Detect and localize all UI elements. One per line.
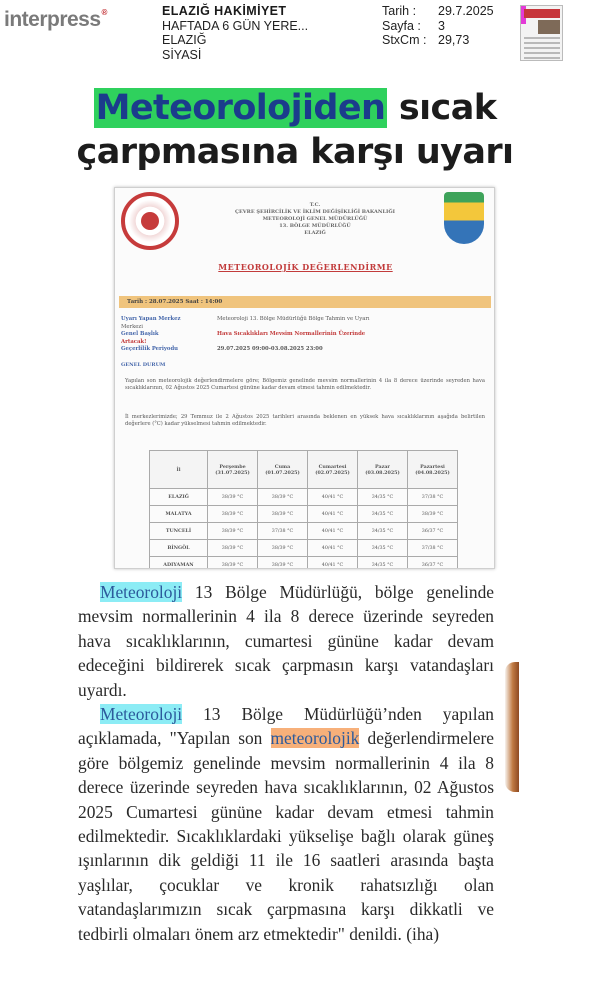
headline-rest: sıcak: [387, 88, 497, 128]
table-cell: 38/39 °C: [258, 557, 308, 570]
table-cell: 38/39 °C: [258, 489, 308, 506]
thumbnail-line: [524, 37, 560, 39]
table-cell: 37/38 °C: [408, 489, 458, 506]
keyword-highlight: Meteoroloji: [100, 704, 183, 725]
city: ELAZIĞ: [162, 33, 207, 47]
table-row: [150, 506, 458, 523]
table-header-row: [150, 451, 458, 489]
meta-value: 3: [438, 18, 445, 33]
report-date-bar: Tarih : 28.07.2025 Saat : 14:00: [119, 296, 491, 308]
report-letterhead: [215, 202, 415, 237]
thumbnail-masthead: [524, 9, 560, 18]
table-cell: MALATYA: [150, 506, 208, 523]
field-key: Uyarı Yapan Merkez: [121, 316, 181, 322]
report-field: [121, 316, 381, 331]
table-cell: 37/38 °C: [258, 523, 308, 540]
table-cell: 40/41 °C: [308, 523, 358, 540]
table-row: [150, 489, 458, 506]
table-header: Pazartesi (04.08.2025): [408, 451, 458, 489]
table-cell: 34/35 °C: [358, 489, 408, 506]
keyword-highlight: Meteoroloji: [100, 582, 183, 602]
report-title: METEOROLOJİK DEĞERLENDİRME: [218, 262, 393, 272]
category: SİYASİ: [162, 47, 202, 62]
meta-row-stxcm: [382, 33, 494, 48]
field-value: Meteoroloji 13. Bölge Müdürlüğü Bölge Tahmin ve Uyarı Merkezi: [121, 316, 370, 330]
table-cell: ELAZIĞ: [150, 489, 208, 506]
table-cell: 34/35 °C: [358, 557, 408, 570]
table-header: İl: [150, 451, 208, 489]
report-fields: [121, 316, 381, 354]
meta-label: Sayfa :: [382, 18, 421, 33]
table-cell: 38/39 °C: [208, 557, 258, 570]
meta-row-date: [382, 4, 494, 19]
letterhead-line: 13. BÖLGE MÜDÜRLÜĞÜ: [279, 223, 351, 229]
meta-label: StxCm :: [382, 33, 427, 47]
thumbnail-line: [524, 47, 560, 49]
field-key: Genel Başlık: [121, 331, 159, 337]
meta-row-page: [382, 19, 494, 34]
table-cell: 40/41 °C: [308, 506, 358, 523]
table-cell: 40/41 °C: [308, 540, 358, 557]
table-cell: 36/37 °C: [408, 523, 458, 540]
page-thumbnail[interactable]: [520, 5, 563, 61]
article-body: [78, 580, 494, 946]
meta-label: Tarih :: [382, 4, 417, 18]
temperature-table: [149, 450, 458, 569]
thumbnail-photo: [538, 20, 560, 34]
publication-name: ELAZIĞ HAKİMİYET: [162, 4, 287, 18]
table-cell: 36/37 °C: [408, 557, 458, 570]
headline-highlight: Meteorolojiden: [95, 88, 386, 128]
table-cell: 34/35 °C: [358, 523, 408, 540]
field-key: Geçerlilik Periyodu: [121, 346, 179, 352]
table-header: Pazar (03.08.2025): [358, 451, 408, 489]
table-cell: 38/39 °C: [208, 523, 258, 540]
table-row: [150, 540, 458, 557]
headline-line-1: [0, 86, 590, 130]
table-row: [150, 557, 458, 570]
table-header: Perşembe (31.07.2025): [208, 451, 258, 489]
adjacent-photo-fragment: [505, 662, 519, 792]
field-value: Hava Sıcaklıkları Mevsim Normallerinin Üzerinde Artacak!: [121, 331, 366, 345]
ministry-seal-icon: [121, 192, 179, 250]
letterhead-line: METEOROLOJİ GENEL MÜDÜRLÜĞÜ: [262, 216, 368, 222]
keyword-highlight: meteorolojik: [270, 728, 360, 749]
table-row: [150, 523, 458, 540]
table-cell: 38/39 °C: [208, 506, 258, 523]
table-cell: 38/39 °C: [408, 506, 458, 523]
table-cell: 34/35 °C: [358, 540, 408, 557]
meteorology-report-image: [114, 187, 495, 569]
letterhead-line: T.C.: [309, 202, 321, 208]
publication-info: [162, 4, 308, 62]
paragraph-text: 13 Bölge Müdürlüğü’nden yapılan açıklamada, "Yapılan son: [78, 704, 494, 749]
table-cell: 40/41 °C: [308, 489, 358, 506]
table-cell: 37/38 °C: [408, 540, 458, 557]
article-paragraph: [78, 702, 494, 946]
table-cell: 34/35 °C: [358, 506, 408, 523]
table-cell: TUNCELİ: [150, 523, 208, 540]
registered-mark: ®: [101, 8, 107, 17]
table-cell: BİNGÖL: [150, 540, 208, 557]
thumbnail-line: [524, 42, 560, 44]
meta-value: 29.7.2025: [438, 4, 494, 18]
table-header: Cumartesi (02.07.2025): [308, 451, 358, 489]
letterhead-line: ELAZIĞ: [304, 230, 326, 236]
report-section-heading: GENEL DURUM: [121, 362, 166, 368]
table-cell: 38/39 °C: [208, 540, 258, 557]
meteorology-emblem-icon: [444, 192, 484, 244]
report-field: [121, 346, 381, 354]
table-cell: 38/39 °C: [208, 489, 258, 506]
meta-value: 29,73: [438, 33, 470, 47]
report-paragraph: İl merkezlerimizde; 29 Temmuz ile 2 Ağustos 2025 tarihleri arasında beklenen en yüksek hava sıcaklıklarının aşağıda belirtilen değerlere (°C) kadar yükselmesi tahmin edilmektedir.: [125, 414, 485, 427]
table-cell: 38/39 °C: [258, 506, 308, 523]
article-paragraph: [78, 580, 494, 702]
clip-metadata: [382, 4, 494, 48]
field-value: 29.07.2025 09:00-03.08.2025 23:00: [217, 346, 323, 352]
thumbnail-line: [524, 52, 560, 54]
interpress-logo: [4, 8, 107, 32]
logo-text: interpress: [4, 8, 101, 31]
report-paragraph: Yapılan son meteorolojik değerlendirmelere göre; Bölgemiz genelinde mevsim normallerinin 4 ila 8 derece üzerinde seyreden hava sıcaklıklarının, 02 Ağustos 2025 Cumartesi gününe kadar devam etmesi tahmin edilmektedir.: [125, 378, 485, 391]
paragraph-text: değerlendirmelere göre bölgemiz genelinde mevsim normallerinin 4 ila 8 derece üzerinde seyreden hava sıcaklıklarının, 02 Ağustos 2025 Cumartesi gününe kadar devam etmesi tahmin edilmektedir. Sıcaklıklardaki yükselişe bağlı olarak güneş ışınlarının dik geldiği 11 ile 16 saatleri arasında başta yaşlılar, çocuklar ve kronik rahatsızlığı olan vatandaşlarımızın sıcak çarpmasına karşı dikkatli ve tedbirli olmaları önem arz etmektedir" denildi. (iha): [78, 728, 494, 944]
letterhead-line: ÇEVRE ŞEHİRCİLİK VE İKLİM DEĞİŞİKLİĞİ BAKANLIĞI: [235, 209, 395, 215]
report-field: [121, 331, 381, 346]
article-headline: [0, 86, 590, 174]
table-cell: 40/41 °C: [308, 557, 358, 570]
table-cell: 38/39 °C: [258, 540, 308, 557]
paragraph-text: 13 Bölge Müdürlüğü, bölge genelinde mevsim normallerinin 4 ila 8 derece üzerinde seyreden hava sıcaklıklarının, cumartesi gününe kadar devam edeceğini bildirerek sıcak çarpmasın karşı vatandaşları uyardı.: [78, 582, 494, 700]
headline-line-2: çarpmasına karşı uyarı: [76, 132, 514, 172]
table-header: Cuma (01.07.2025): [258, 451, 308, 489]
table-cell: ADIYAMAN: [150, 557, 208, 570]
thumbnail-line: [524, 57, 560, 59]
section-title: HAFTADA 6 GÜN YERE...: [162, 18, 309, 33]
